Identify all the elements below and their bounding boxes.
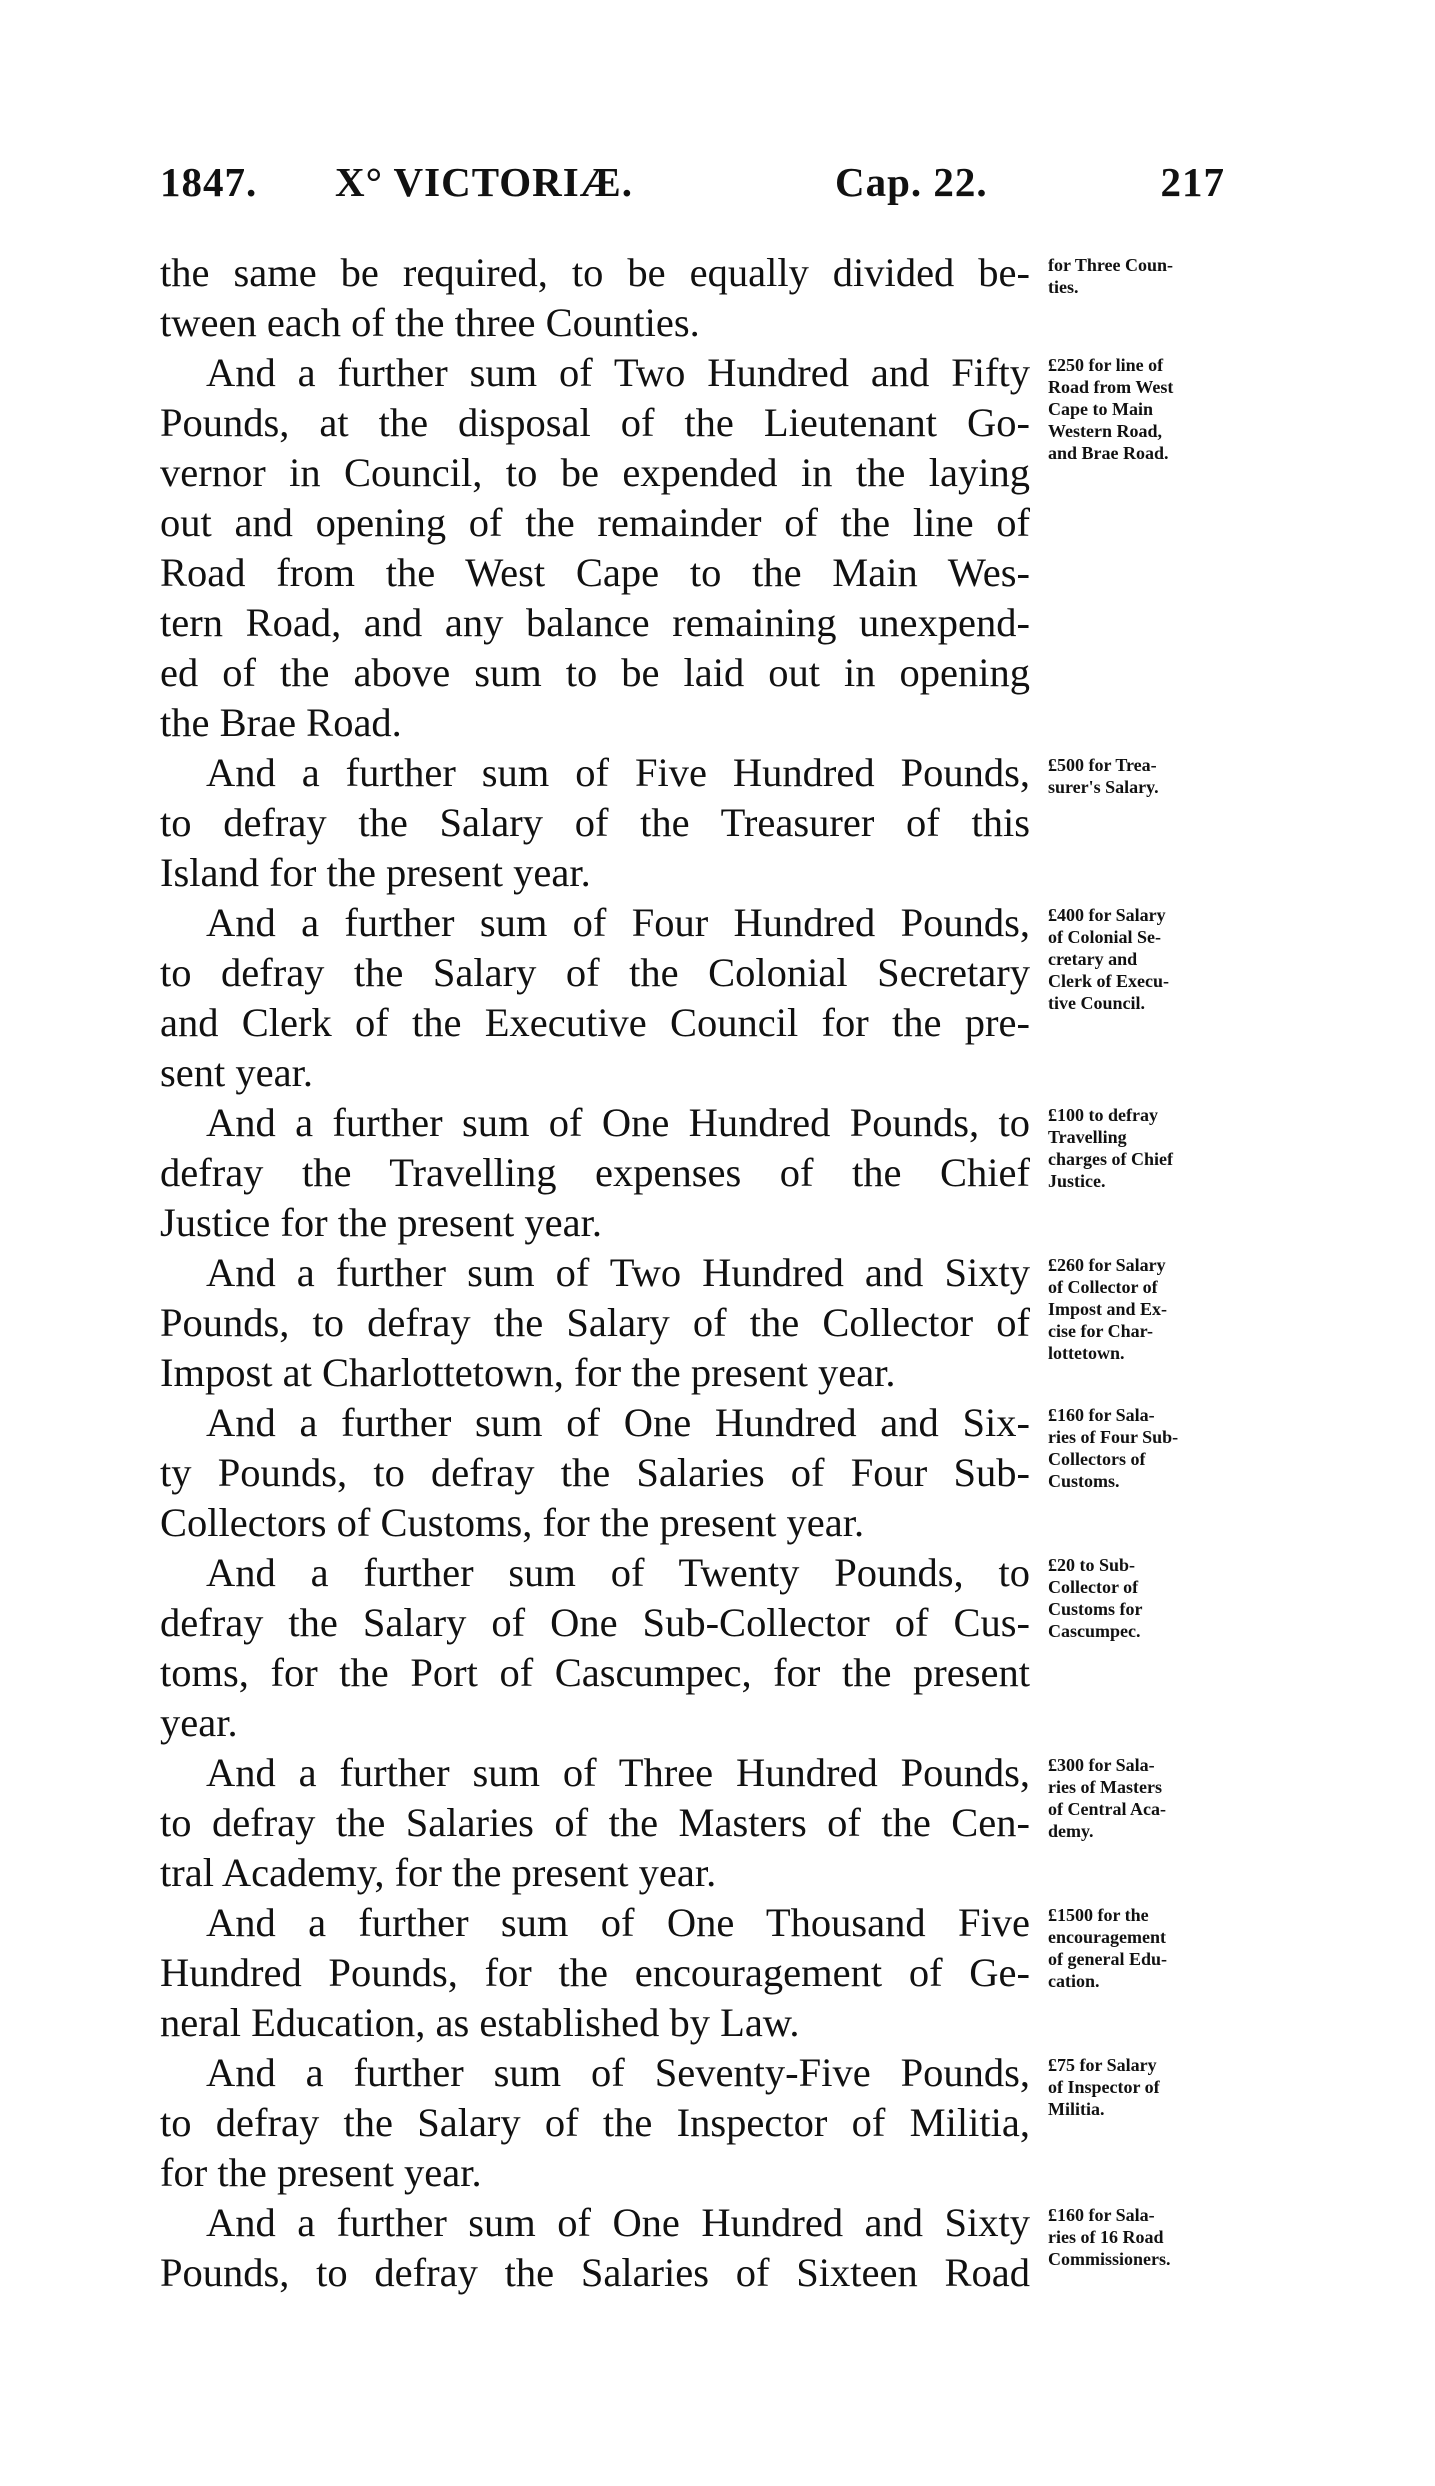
text-line: ty Pounds, to defray the Salaries of Four Sub-: [160, 1450, 1030, 1495]
paragraph: [160, 1248, 1410, 1398]
text-line: Justice for the present year.: [160, 1200, 602, 1245]
margin-note-line: cretary and: [1048, 949, 1138, 969]
margin-note-line: Cascumpec.: [1048, 1621, 1141, 1641]
margin-note: [1048, 2054, 1248, 2120]
text-line: And a further sum of Twenty Pounds, to: [206, 1550, 1030, 1595]
paragraph: [160, 2048, 1410, 2198]
text-line: And a further sum of One Hundred and Sixty: [206, 2200, 1030, 2245]
text-line: And a further sum of Three Hundred Pounds,: [206, 1750, 1030, 1795]
margin-note-line: Collector of: [1048, 1577, 1139, 1597]
paragraph: [160, 898, 1410, 1098]
margin-note-line: Clerk of Execu-: [1048, 971, 1169, 991]
text-line: to defray the Salary of the Treasurer of this: [160, 800, 1030, 845]
paragraph: [160, 348, 1410, 748]
margin-note: [1048, 2204, 1248, 2270]
margin-note-line: lottetown.: [1048, 1343, 1125, 1363]
text-line: Pounds, to defray the Salary of the Collector of: [160, 1300, 1030, 1345]
margin-note-line: of general Edu-: [1048, 1949, 1167, 1969]
margin-note: [1048, 254, 1248, 298]
text-line: year.: [160, 1700, 238, 1745]
text-line: tern Road, and any balance remaining unexpend-: [160, 600, 1030, 645]
text-line: the Brae Road.: [160, 700, 402, 745]
margin-note: [1048, 1554, 1248, 1642]
margin-note-line: tive Council.: [1048, 993, 1145, 1013]
margin-note-line: £300 for Sala-: [1048, 1755, 1155, 1775]
text-line: and Clerk of the Executive Council for the pre-: [160, 1000, 1030, 1045]
margin-note-line: £1500 for the: [1048, 1905, 1149, 1925]
header-title: X° VICTORIÆ.: [335, 159, 633, 205]
text-line: the same be required, to be equally divided be-: [160, 250, 1030, 295]
paragraph: [160, 2198, 1410, 2298]
text-line: Hundred Pounds, for the encouragement of Ge-: [160, 1950, 1030, 1995]
text-line: ed of the above sum to be laid out in opening: [160, 650, 1030, 695]
margin-note: [1048, 904, 1248, 1014]
margin-note-line: ries of 16 Road: [1048, 2227, 1164, 2247]
running-header: [160, 158, 1225, 218]
text-line: tween each of the three Counties.: [160, 300, 700, 345]
margin-note-line: of Colonial Se-: [1048, 927, 1162, 947]
text-line: And a further sum of One Hundred Pounds, to: [206, 1100, 1030, 1145]
text-line: defray the Salary of One Sub-Collector of Cus-: [160, 1600, 1030, 1645]
margin-note-line: Justice.: [1048, 1171, 1106, 1191]
margin-note-line: Militia.: [1048, 2099, 1105, 2119]
text-line: to defray the Salaries of the Masters of the Cen-: [160, 1800, 1030, 1845]
text-line: tral Academy, for the present year.: [160, 1850, 717, 1895]
text-line: to defray the Salary of the Colonial Secretary: [160, 950, 1030, 995]
text-line: vernor in Council, to be expended in the laying: [160, 450, 1030, 495]
margin-note-line: Travelling: [1048, 1127, 1127, 1147]
text-line: Pounds, at the disposal of the Lieutenant Go-: [160, 400, 1030, 445]
margin-note-line: Western Road,: [1048, 421, 1162, 441]
margin-note-line: encouragement: [1048, 1927, 1166, 1947]
paragraph: [160, 748, 1410, 898]
text-line: And a further sum of Seventy-Five Pounds,: [206, 2050, 1030, 2095]
margin-note-line: £400 for Salary: [1048, 905, 1166, 925]
margin-note-line: £160 for Sala-: [1048, 2205, 1155, 2225]
text-line: toms, for the Port of Cascumpec, for the present: [160, 1650, 1030, 1695]
margin-note: [1048, 354, 1248, 464]
paragraph: [160, 1398, 1410, 1548]
text-line: And a further sum of Four Hundred Pounds,: [206, 900, 1030, 945]
text-line: out and opening of the remainder of the line of: [160, 500, 1030, 545]
margin-note-line: Customs for: [1048, 1599, 1143, 1619]
margin-note-line: £20 to Sub-: [1048, 1555, 1136, 1575]
margin-note-line: ries of Masters: [1048, 1777, 1162, 1797]
text-line: defray the Travelling expenses of the Chief: [160, 1150, 1030, 1195]
margin-note-line: £250 for line of: [1048, 355, 1164, 375]
margin-note-line: £160 for Sala-: [1048, 1405, 1155, 1425]
paragraph: [160, 1098, 1410, 1248]
text-line: Impost at Charlottetown, for the present year.: [160, 1350, 896, 1395]
margin-note-line: and Brae Road.: [1048, 443, 1169, 463]
body-text: [160, 248, 1410, 2298]
paragraph: [160, 1548, 1410, 1748]
paragraph: [160, 1898, 1410, 2048]
header-year: 1847.: [160, 159, 258, 205]
margin-note: [1048, 1104, 1248, 1192]
paragraph: [160, 248, 1410, 348]
margin-note: [1048, 1404, 1248, 1492]
text-line: And a further sum of One Hundred and Six-: [206, 1400, 1030, 1445]
margin-note-line: Impost and Ex-: [1048, 1299, 1168, 1319]
paragraph: [160, 1748, 1410, 1898]
margin-note-line: demy.: [1048, 1821, 1094, 1841]
margin-note-line: Collectors of: [1048, 1449, 1146, 1469]
text-line: for the present year.: [160, 2150, 482, 2195]
margin-note: [1048, 1754, 1248, 1842]
text-line: Road from the West Cape to the Main Wes-: [160, 550, 1030, 595]
margin-note-line: ries of Four Sub-: [1048, 1427, 1179, 1447]
margin-note-line: Cape to Main: [1048, 399, 1153, 419]
margin-note-line: of Collector of: [1048, 1277, 1158, 1297]
text-line: neral Education, as established by Law.: [160, 2000, 800, 2045]
margin-note: [1048, 1904, 1248, 1992]
margin-note-line: cation.: [1048, 1971, 1100, 1991]
margin-note-line: Commissioners.: [1048, 2249, 1171, 2269]
margin-note-line: surer's Salary.: [1048, 777, 1159, 797]
margin-note: [1048, 1254, 1248, 1364]
margin-note-line: £500 for Trea-: [1048, 755, 1157, 775]
margin-note-line: £100 to defray: [1048, 1105, 1158, 1125]
margin-note-line: Customs.: [1048, 1471, 1120, 1491]
margin-note-line: of Central Aca-: [1048, 1799, 1166, 1819]
text-line: to defray the Salary of the Inspector of Militia,: [160, 2100, 1030, 2145]
margin-note-line: Road from West: [1048, 377, 1174, 397]
margin-note-line: £75 for Salary: [1048, 2055, 1157, 2075]
text-line: Collectors of Customs, for the present year.: [160, 1500, 865, 1545]
text-line: And a further sum of Two Hundred and Sixty: [206, 1250, 1030, 1295]
text-line: And a further sum of One Thousand Five: [206, 1900, 1030, 1945]
text-line: Island for the present year.: [160, 850, 591, 895]
margin-note-line: of Inspector of: [1048, 2077, 1160, 2097]
text-line: And a further sum of Five Hundred Pounds,: [206, 750, 1030, 795]
header-chapter: Cap. 22.: [835, 159, 988, 205]
text-line: And a further sum of Two Hundred and Fifty: [206, 350, 1030, 395]
margin-note-line: £260 for Salary: [1048, 1255, 1166, 1275]
margin-note-line: charges of Chief: [1048, 1149, 1173, 1169]
page-number: 217: [1160, 159, 1225, 205]
text-line: sent year.: [160, 1050, 313, 1095]
margin-note-line: for Three Coun-: [1048, 255, 1174, 275]
margin-note-line: ties.: [1048, 277, 1079, 297]
margin-note: [1048, 754, 1248, 798]
margin-note-line: cise for Char-: [1048, 1321, 1153, 1341]
text-line: Pounds, to defray the Salaries of Sixteen Road: [160, 2250, 1030, 2295]
